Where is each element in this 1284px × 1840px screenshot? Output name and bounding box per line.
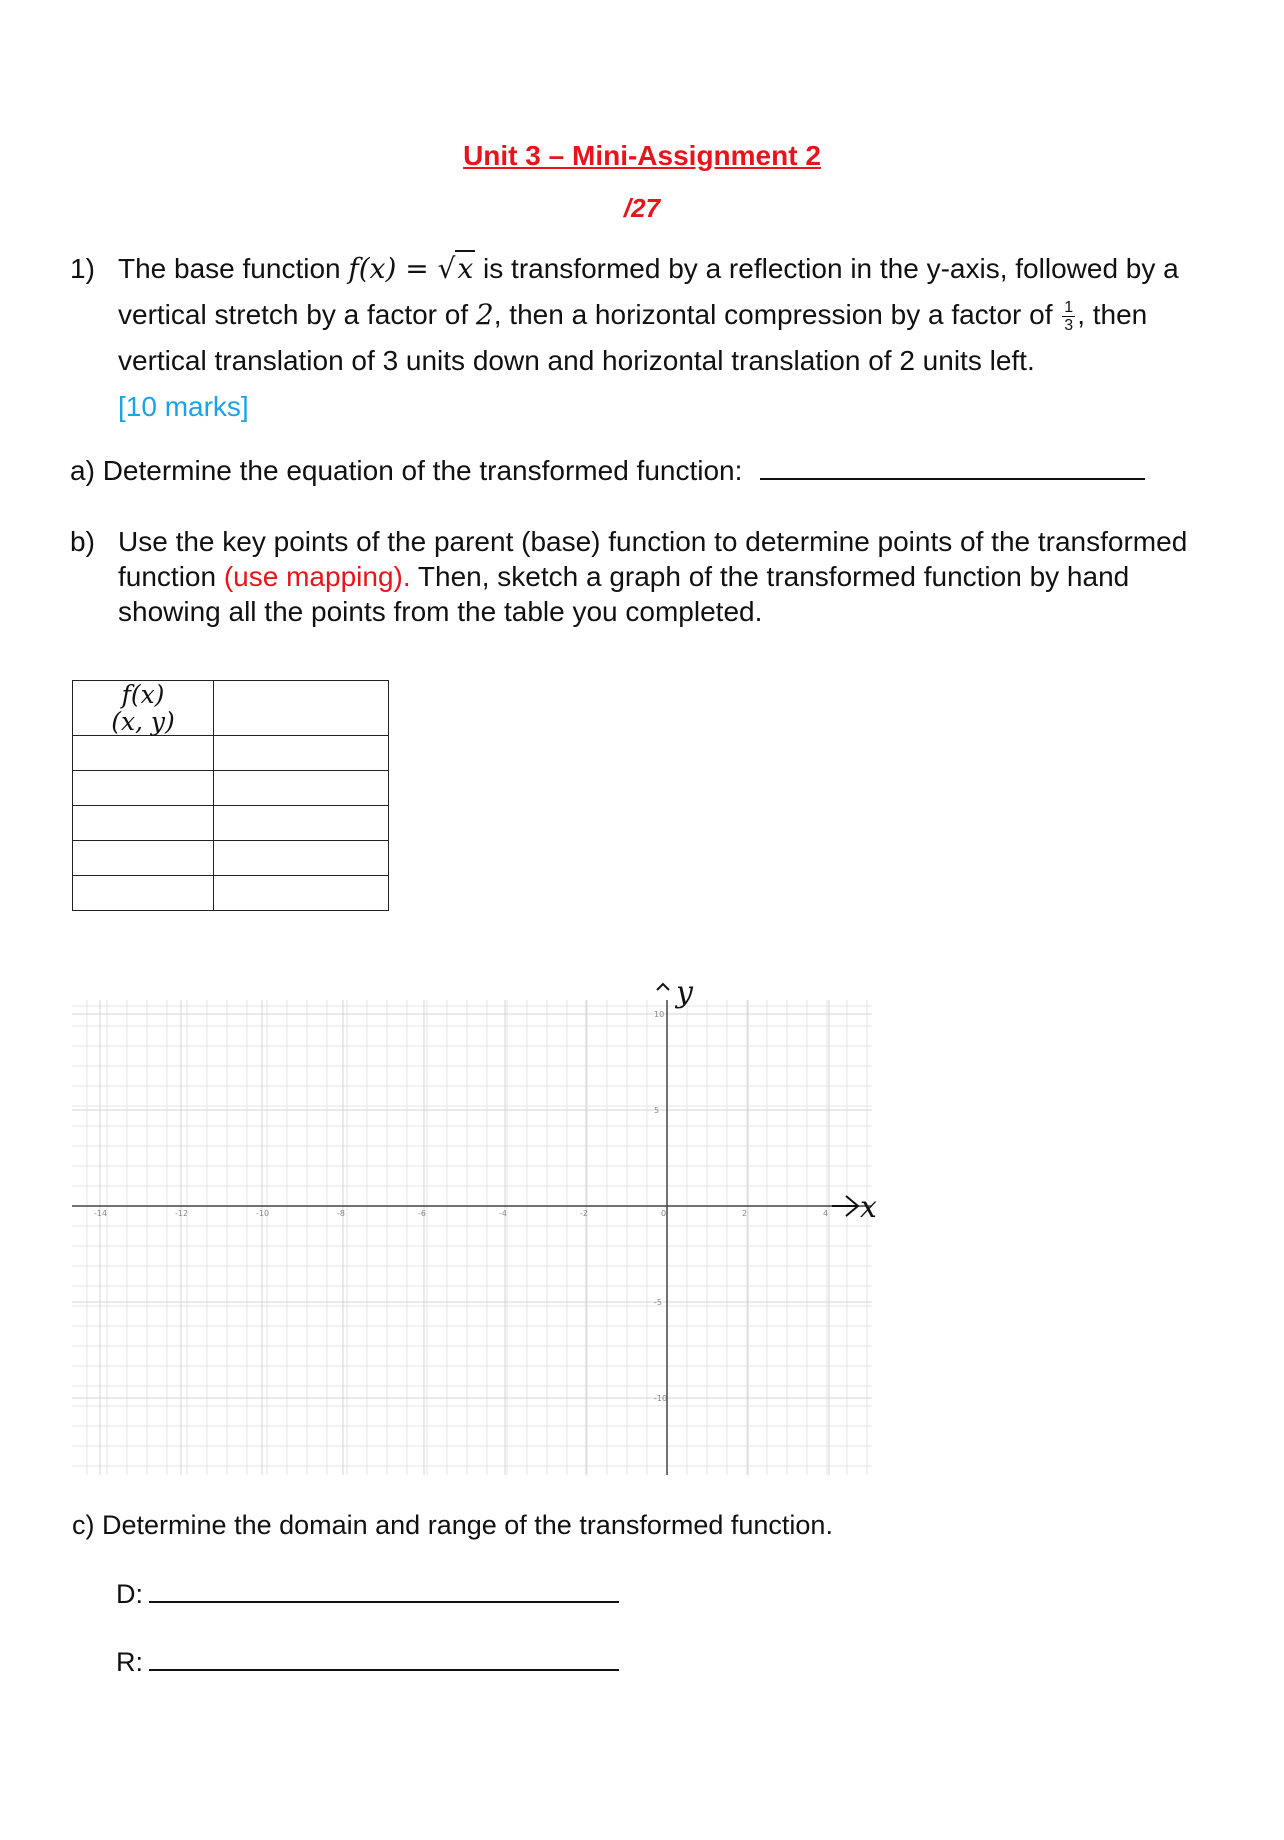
x-tick-label: -6 bbox=[418, 1209, 426, 1218]
range-answer-line[interactable] bbox=[149, 1645, 619, 1671]
x-tick-label: 2 bbox=[742, 1209, 748, 1218]
q1-text-4: , then vertical translation of 3 units down and horizontal translation of 2 units left. bbox=[118, 299, 1148, 376]
part-b-text-1: Use the key points of the parent (base) function to determine points of the transformed function bbox=[118, 526, 1188, 592]
fraction-denominator: 3 bbox=[1064, 317, 1074, 335]
table-row bbox=[73, 841, 389, 876]
stretch-value: 2 bbox=[475, 298, 494, 331]
table-header-fx: f(x) bbox=[121, 680, 165, 709]
x-axis-label: x bbox=[860, 1190, 877, 1225]
table-cell[interactable] bbox=[214, 736, 389, 771]
question-1 bbox=[70, 246, 1230, 430]
part-c bbox=[72, 1510, 833, 1541]
part-c-label: c) bbox=[72, 1510, 95, 1540]
table-cell[interactable] bbox=[214, 876, 389, 911]
range-label: R: bbox=[116, 1647, 143, 1677]
y-axis-label: y bbox=[676, 980, 693, 1010]
part-b-highlight: (use mapping). bbox=[223, 561, 411, 592]
part-a-label: a) bbox=[70, 455, 95, 486]
table-cell[interactable] bbox=[73, 736, 214, 771]
table-row bbox=[73, 736, 389, 771]
table-row bbox=[73, 876, 389, 911]
table-cell[interactable] bbox=[214, 806, 389, 841]
x-tick-label: -2 bbox=[580, 1209, 588, 1218]
part-b bbox=[70, 524, 1220, 629]
part-c-text: Determine the domain and range of the transformed function. bbox=[102, 1510, 833, 1540]
q1-text-3: , then a horizontal compression by a factor of bbox=[493, 299, 1061, 330]
x-tick-label: -14 bbox=[94, 1209, 108, 1218]
table-cell[interactable] bbox=[73, 876, 214, 911]
table-header-cell bbox=[73, 681, 214, 736]
x-arrow-icon bbox=[832, 1196, 858, 1216]
x-tick-label: -12 bbox=[175, 1209, 189, 1218]
compression-fraction bbox=[1062, 299, 1075, 334]
table-row bbox=[73, 806, 389, 841]
question-marks: [10 marks] bbox=[118, 391, 249, 422]
table-cell[interactable] bbox=[73, 841, 214, 876]
part-b-text-2: Then, sketch a graph of the transformed function by hand showing all the points from the table you completed. bbox=[118, 561, 1130, 627]
question-number: 1) bbox=[70, 253, 95, 284]
y-tick-label: 5 bbox=[654, 1106, 660, 1115]
table-header-xy: (x, y) bbox=[111, 707, 175, 736]
question-1-body: The base function f(x) = √x is transformed by a reflection in the y-axis, followed by a vertical stretch by a factor of 2, then a horizontal compression by a factor of $\frac{1}{3}$ , then vertical translation of 3 units down and horizontal translation of 2 units left. [10 marks] bbox=[118, 252, 1179, 422]
coordinate-grid[interactable] bbox=[72, 980, 892, 1485]
fraction-numerator: 1 bbox=[1064, 299, 1074, 317]
x-tick-label: -8 bbox=[337, 1209, 345, 1218]
x-tick-label: -4 bbox=[499, 1209, 507, 1218]
y-tick-label: -5 bbox=[654, 1298, 662, 1307]
sqrt-argument: x bbox=[457, 252, 474, 285]
y-tick-label: -10 bbox=[654, 1394, 668, 1403]
part-a bbox=[70, 452, 1210, 487]
table-cell[interactable] bbox=[214, 771, 389, 806]
part-a-text: Determine the equation of the transformed function: bbox=[102, 455, 743, 486]
table-row bbox=[73, 681, 389, 736]
page-title: Unit 3 – Mini-Assignment 2 bbox=[463, 140, 821, 171]
grid-major-lines bbox=[72, 1000, 872, 1475]
mapping-table bbox=[72, 680, 389, 911]
q1-text-2: is transformed by a reflection in the y-axis, followed by a vertical stretch by a factor of bbox=[118, 253, 1179, 330]
part-b-label: b) bbox=[70, 526, 95, 557]
equation-answer-line[interactable] bbox=[760, 452, 1145, 480]
table-cell[interactable] bbox=[73, 806, 214, 841]
table-cell[interactable] bbox=[214, 841, 389, 876]
total-marks: /27 bbox=[623, 193, 661, 223]
domain-answer bbox=[116, 1577, 619, 1610]
domain-answer-line[interactable] bbox=[149, 1577, 619, 1603]
table-cell[interactable] bbox=[73, 771, 214, 806]
x-tick-label: 4 bbox=[823, 1209, 829, 1218]
y-tick-label: 10 bbox=[654, 1010, 665, 1019]
domain-label: D: bbox=[116, 1579, 143, 1609]
y-arrow-icon bbox=[657, 984, 669, 990]
q1-text-1: The base function bbox=[118, 253, 349, 284]
x-tick-label: 0 bbox=[661, 1209, 667, 1218]
grid-lines bbox=[72, 1000, 872, 1475]
table-row bbox=[73, 771, 389, 806]
function-lhs: f(x) = bbox=[348, 252, 438, 285]
x-tick-label: -10 bbox=[256, 1209, 270, 1218]
range-answer bbox=[116, 1645, 619, 1678]
table-cell[interactable] bbox=[214, 681, 389, 736]
